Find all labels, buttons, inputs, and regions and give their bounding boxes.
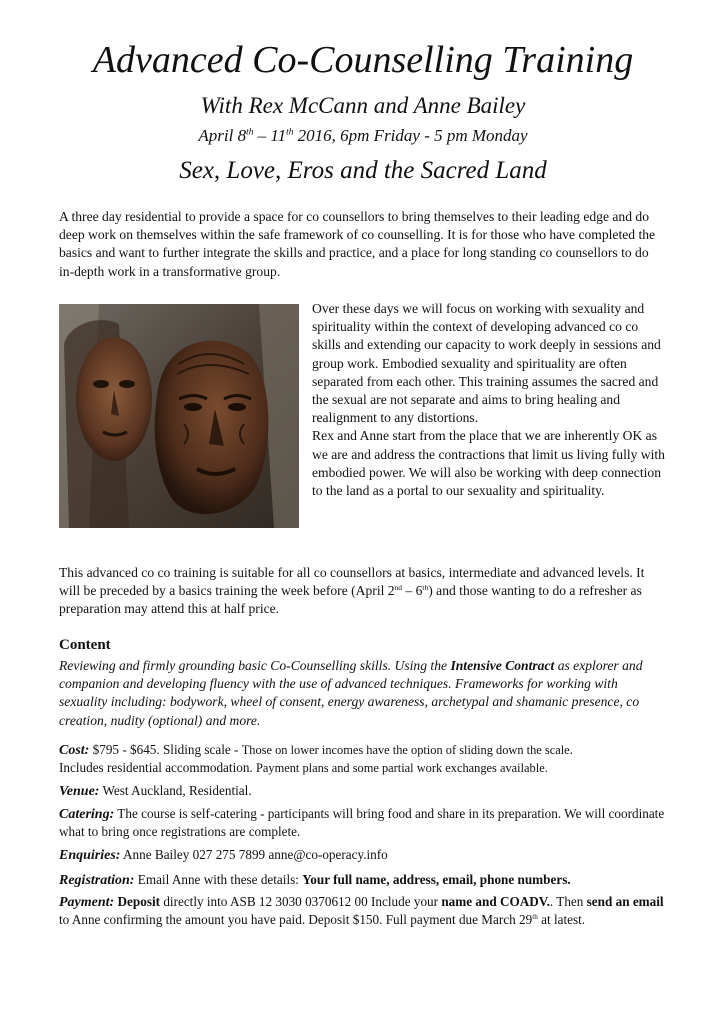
catering-info: Catering: The course is self-catering - participants will bring food and share in its preparation. We will coordinate what to bring once registrations are complete. [59, 806, 665, 840]
catering-label: Catering: [59, 807, 115, 822]
focus-paragraph-1: Over these days we will focus on working with sexuality and spirituality within the context of developing advanced co co skills and extending our capacity to work deeply in sessions and group work. Embodied sexuality and spirituality are often separated from each other. This training assumes the sacred and the sexual are not separate and aims to bring healing and realignment to any distortions. [312, 301, 661, 426]
cost-label: Cost: [59, 743, 90, 758]
venue-info: Venue: West Auckland, Residential. [59, 783, 252, 799]
registration-label: Registration: [59, 873, 135, 888]
payment-info: Payment: Deposit directly into ASB 12 3030 0370612 00 Include your name and COADV.. Then send an email to Anne confirming the amount you have paid. Deposit $150. Full payment due March 29th at latest. [59, 894, 664, 928]
payment-label: Payment: [59, 895, 115, 910]
content-heading: Content [59, 637, 111, 653]
enquiries-label: Enquiries: [59, 848, 121, 863]
enquiries-info: Enquiries: Anne Bailey 027 275 7899 anne@co-operacy.info [59, 847, 388, 863]
workshop-theme: Sex, Love, Eros and the Sacred Land [179, 157, 547, 184]
suitability-paragraph: This advanced co co training is suitable for all co counsellors at basics, intermediate and advanced levels. It will be preceded by a basics training the week before (April 2nd – 6th) and those wanting to do a refresher as preparation may attend this at half price. [59, 565, 645, 617]
facilitators-subtitle: With Rex McCann and Anne Bailey [200, 93, 526, 118]
venue-label: Venue: [59, 784, 100, 799]
event-dates: April 8th – 11th 2016, 6pm Friday - 5 pm Monday [198, 126, 528, 145]
page-title: Advanced Co-Counselling Training [92, 39, 634, 81]
focus-text [312, 300, 667, 500]
intro-paragraph: A three day residential to provide a space for co counsellors to bring themselves to their leading edge and do deep work on themselves within the safe framework of co counselling. It is for those who have completed the basics and want to further integrate the skills and practice, and a place for long standing co counsellors to do in-depth work in a transformative group. [59, 209, 656, 279]
registration-info: Registration: Email Anne with these details: Your full name, address, email, phone numbers. [59, 872, 571, 888]
carved-faces-photo [59, 304, 299, 528]
content-description: Reviewing and firmly grounding basic Co-Counselling skills. Using the Intensive Contract as explorer and companion and developing fluency with the use of advanced techniques. Frameworks for working with sexuality including: bodywork, wheel of consent, energy awareness, archetypal and shamanic presence, co creation, nudity (optional) and more. [59, 658, 643, 728]
focus-paragraph-2: Rex and Anne start from the place that we are inherently OK as we are and address the contractions that limit us living fully with embodied power. We will also be working with deep connection to the land as a portal to our sexuality and spirituality. [312, 428, 665, 499]
cost-info: Cost: $795 - $645. Sliding scale - Those on lower incomes have the option of sliding down the scale. Includes residential accommodation. Payment plans and some partial work exchanges available. [59, 742, 573, 776]
